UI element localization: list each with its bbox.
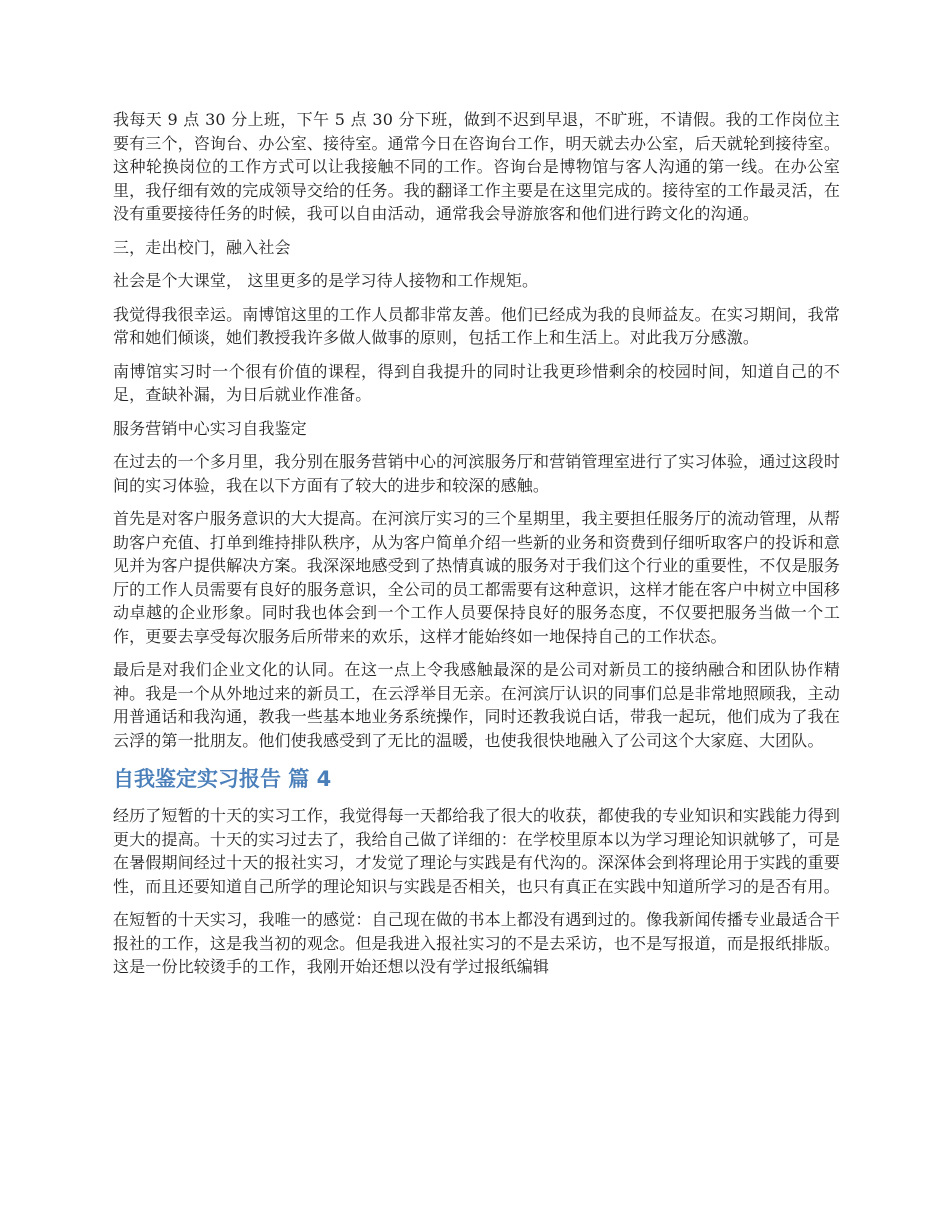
paragraph-past-month: 在过去的一个多月里，我分别在服务营销中心的河滨服务厅和营销管理室进行了实习体验，通过这段时间的实习体验，我在以下方面有了较大的进步和较深的感触。 bbox=[113, 452, 840, 495]
document-page bbox=[113, 108, 840, 989]
section-title: 自我鉴定实习报告 篇 4 bbox=[113, 767, 332, 791]
paragraph-society-classroom: 社会是个大课堂， 这里更多的是学习待人接物和工作规矩。 bbox=[113, 271, 539, 290]
paragraph-service-awareness: 首先是对客户服务意识的大大提高。在河滨厅实习的三个星期里，我主要担任服务厅的流动管理，从帮助客户充值、打单到维持排队秩序，从为客户简单介绍一些新的业务和资费到仔细听取客户的投诉和意见并为客户提供解决方案。我深深地感受到了热情真诚的服务对于我们这个行业的重要性，不仅是服务厅的工作人员需要有良好的服务意识，全公司的员工都需要有这种意识，这样才能在客户中树立中国移动卓越的企业形象。同时我也体会到一个工作人员要保持良好的服务态度，不仅要把服务当做一个工作，更要去享受每次服务后所带来的欢乐，这样才能始终如一地保持自己的工作状态。 bbox=[113, 509, 840, 646]
paragraph-corporate-culture: 最后是对我们企业文化的认同。在这一点上令我感触最深的是公司对新员工的接纳融合和团队协作精神。我是一个从外地过来的新员工，在云浮举目无亲。在河滨厅认识的同事们总是非常地照顾我，主动用普通话和我沟通，教我一些基本地业务系统操作，同时还教我说白话，带我一起玩，他们成为了我在云浮的第一批朋友。他们使我感受到了无比的温暖，也使我很快地融入了公司这个大家庭、大团队。 bbox=[113, 660, 840, 750]
subheading-service-marketing: 服务营销中心实习自我鉴定 bbox=[113, 418, 307, 438]
subheading-enter-society: 三，走出校门，融入社会 bbox=[113, 237, 291, 257]
paragraph-ten-days: 经历了短暂的十天的实习工作，我觉得每一天都给我了很大的收获，都使我的专业知识和实践能力得到更大的提高。十天的实习过去了，我给自己做了详细的：在学校里原本以为学习理论知识就够了，可是在暑假期间经过十天的报社实习，才发觉了理论与实践是有代沟的。深深体会到将理论用于实践的重要性，而且还要知道自己所学的理论知识与实践是否相关，也只有真正在实践中知道所学习的是否有用。 bbox=[113, 806, 840, 896]
paragraph-lucky: 我觉得我很幸运。南博馆这里的工作人员都非常友善。他们已经成为我的良师益友。在实习期间，我常常和她们倾谈，她们教授我许多做人做事的原则，包括工作上和生活上。对此我万分感激。 bbox=[113, 304, 840, 347]
paragraph-work-schedule: 我每天 9 点 30 分上班，下午 5 点 30 分下班，做到不迟到早退，不旷班，不请假。我的工作岗位主要有三个，咨询台、办公室、接待室。通常今日在咨询台工作，明天就去办公室，后天就轮到接待室。这种轮换岗位的工作方式可以让我接触不同的工作。咨询台是博物馆与客人沟通的第一线。在办公室里，我仔细有效的完成领导交给的任务。我的翻译工作主要是在这里完成的。接待室的工作最灵活，在没有重要接待任务的时候，我可以自由活动，通常我会导游旅客和他们进行跨文化的沟通。 bbox=[113, 110, 840, 223]
paragraph-valuable-course: 南博馆实习时一个很有价值的课程，得到自我提升的同时让我更珍惜剩余的校园时间，知道自己的不足，查缺补漏，为日后就业作准备。 bbox=[113, 361, 840, 404]
paragraph-short-internship: 在短暂的十天实习，我唯一的感觉：自己现在做的书本上都没有遇到过的。像我新闻传播专业最适合干报社的工作，这是我当初的观念。但是我进入报社实习的不是去采访，也不是写报道，而是报纸排版。这是一份比较烫手的工作，我刚开始还想以没有学过报纸编辑 bbox=[113, 910, 840, 976]
